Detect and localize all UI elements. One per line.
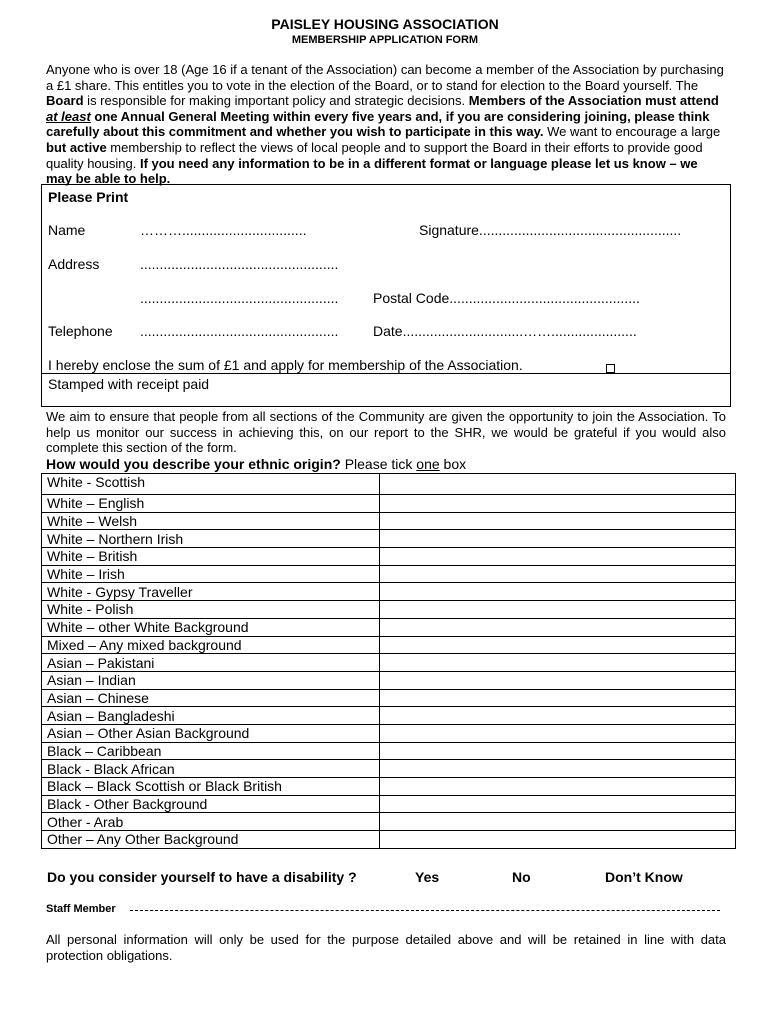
box-divider — [42, 373, 730, 374]
ethnic-origin-table — [41, 473, 736, 849]
ethnic-option-label: Black – Black Scottish or Black British — [42, 778, 380, 796]
ethnic-option-row — [42, 495, 736, 513]
ethnic-option-tick-cell[interactable] — [380, 724, 736, 742]
disability-yes-option[interactable]: Yes — [415, 869, 440, 885]
ethnic-option-row — [42, 654, 736, 672]
address-label: Address — [48, 256, 100, 272]
ethnic-option-label: White – Welsh — [42, 512, 380, 530]
ethnic-option-label: Black - Black African — [42, 760, 380, 778]
ethnic-option-label: White - Scottish — [42, 474, 380, 495]
ethnic-option-label: Mixed – Any mixed background — [42, 636, 380, 654]
ethnic-option-label: Asian – Indian — [42, 671, 380, 689]
ethnic-option-tick-cell[interactable] — [380, 548, 736, 566]
membership-declaration: I hereby enclose the sum of £1 and apply for membership of the Association. — [48, 357, 523, 373]
data-protection-notice: All personal information will only be used for the purpose detailed above and will be retained in line with data protection obligations. — [46, 932, 726, 963]
ethnic-option-tick-cell[interactable] — [380, 654, 736, 672]
ethnic-option-label: Other - Arab — [42, 813, 380, 831]
ethnic-option-label: White – Northern Irish — [42, 530, 380, 548]
ethnic-option-row — [42, 795, 736, 813]
ethnic-option-row — [42, 724, 736, 742]
stamped-receipt-text: Stamped with receipt paid — [48, 376, 210, 392]
telephone-field[interactable]: ................................................... — [140, 323, 339, 339]
signature-field[interactable]: Signature.................................................... — [419, 222, 682, 238]
telephone-label: Telephone — [48, 323, 113, 339]
ethnic-option-tick-cell[interactable] — [380, 601, 736, 619]
ethnic-option-row — [42, 530, 736, 548]
ethnic-option-tick-cell[interactable] — [380, 689, 736, 707]
ethnic-option-tick-cell[interactable] — [380, 474, 736, 495]
ethnic-option-row — [42, 778, 736, 796]
ethnic-option-label: Asian – Pakistani — [42, 654, 380, 672]
ethnic-option-row — [42, 618, 736, 636]
ethnic-option-row — [42, 742, 736, 760]
postcode-field[interactable]: Postal Code................................................. — [373, 290, 640, 306]
ethnic-option-row — [42, 671, 736, 689]
ethnic-option-tick-cell[interactable] — [380, 618, 736, 636]
ethnic-option-tick-cell[interactable] — [380, 813, 736, 831]
ethnic-option-label: White - Gypsy Traveller — [42, 583, 380, 601]
disability-question: Do you consider yourself to have a disability ? — [47, 869, 357, 885]
date-field[interactable]: Date...............................……...................... — [373, 323, 637, 339]
ethnic-option-tick-cell[interactable] — [380, 565, 736, 583]
ethnic-option-tick-cell[interactable] — [380, 512, 736, 530]
ethnic-option-row — [42, 760, 736, 778]
ethnic-option-tick-cell[interactable] — [380, 831, 736, 849]
ethnic-option-row — [42, 583, 736, 601]
ethnic-option-row — [42, 474, 736, 495]
ethnic-option-label: White – other White Background — [42, 618, 380, 636]
ethnic-option-label: White – English — [42, 495, 380, 513]
ethnic-option-label: Black – Caribbean — [42, 742, 380, 760]
disability-no-option[interactable]: No — [512, 869, 531, 885]
equality-monitoring-text: We aim to ensure that people from all sections of the Community are given the opportunity to join the Association. To help us monitor our success in achieving this, on our report to the SHR, we would be grateful if you would also complete this section of the form. — [46, 409, 726, 456]
ethnic-option-row — [42, 707, 736, 725]
staff-member-label: Staff Member — [46, 903, 116, 915]
name-field[interactable]: ………................................ — [140, 222, 307, 238]
address-field-line-1[interactable]: ................................................... — [140, 256, 339, 272]
ethnic-option-tick-cell[interactable] — [380, 760, 736, 778]
ethnic-option-tick-cell[interactable] — [380, 583, 736, 601]
ethnic-option-row — [42, 548, 736, 566]
form-subtitle: MEMBERSHIP APPLICATION FORM — [291, 34, 479, 46]
name-label: Name — [48, 222, 86, 238]
ethnic-option-row — [42, 636, 736, 654]
ethnic-option-label: White - Polish — [42, 601, 380, 619]
ethnic-option-tick-cell[interactable] — [380, 530, 736, 548]
ethnic-option-row — [42, 689, 736, 707]
please-print-heading: Please Print — [48, 189, 129, 205]
ethnic-option-row — [42, 565, 736, 583]
ethnic-option-label: Asian – Chinese — [42, 689, 380, 707]
form-title: PAISLEY HOUSING ASSOCIATION — [271, 16, 499, 32]
ethnic-option-label: Other – Any Other Background — [42, 831, 380, 849]
ethnic-option-row — [42, 601, 736, 619]
ethnic-option-label: Asian – Other Asian Background — [42, 724, 380, 742]
ethnic-option-tick-cell[interactable] — [380, 707, 736, 725]
ethnic-option-tick-cell[interactable] — [380, 636, 736, 654]
ethnic-option-tick-cell[interactable] — [380, 495, 736, 513]
staff-member-line[interactable] — [130, 910, 720, 911]
ethnic-origin-question: How would you describe your ethnic origin? Please tick one box — [46, 456, 467, 472]
ethnic-option-label: Asian – Bangladeshi — [42, 707, 380, 725]
applicant-details-box — [41, 184, 731, 407]
ethnic-option-label: Black - Other Background — [42, 795, 380, 813]
ethnic-option-tick-cell[interactable] — [380, 671, 736, 689]
ethnic-option-tick-cell[interactable] — [380, 742, 736, 760]
ethnic-option-label: White – Irish — [42, 565, 380, 583]
address-field-line-2[interactable]: ................................................... — [140, 290, 339, 306]
ethnic-option-tick-cell[interactable] — [380, 795, 736, 813]
intro-paragraph: Anyone who is over 18 (Age 16 if a tenant of the Association) can become a member of the Association by purchasing a £1 share. This entitles you to vote in the election of the Board, or to stand for election to the Board yourself. The Board is responsible for making important policy and strategic decisions. Members of the Association must attend at least one Annual General Meeting within every five years and, if you are considering joining, please think carefully about this commitment and whether you wish to participate in this way. We want to encourage a large but active membership to reflect the views of local people and to support the Board in their efforts to provide good quality housing. If you need any information to be in a different format or language please let us know – we may be able to help. — [46, 62, 724, 187]
ethnic-option-row — [42, 512, 736, 530]
disability-dont-know-option[interactable]: Don’t Know — [605, 869, 683, 885]
ethnic-option-label: White – British — [42, 548, 380, 566]
ethnic-option-tick-cell[interactable] — [380, 778, 736, 796]
ethnic-option-row — [42, 813, 736, 831]
ethnic-option-row — [42, 831, 736, 849]
